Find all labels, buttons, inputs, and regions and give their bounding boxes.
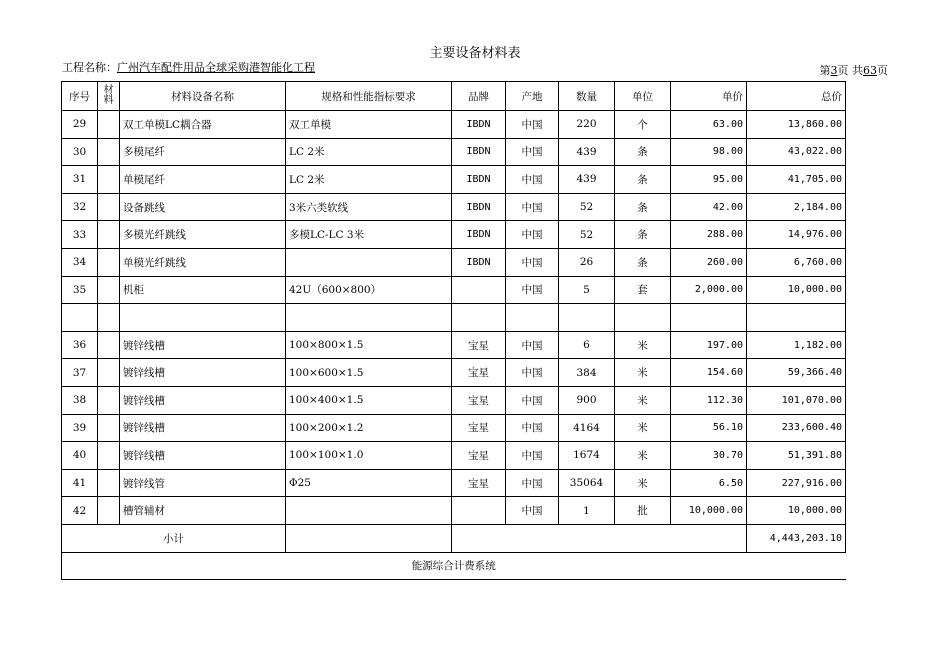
cell-brand bbox=[452, 497, 506, 525]
cell-no: 38 bbox=[62, 386, 98, 414]
cell-price: 260.00 bbox=[671, 248, 747, 276]
cell-name: 双工单模LC耦合器 bbox=[120, 111, 286, 139]
cell-qty: 439 bbox=[559, 166, 615, 194]
cell-total: 1,182.00 bbox=[747, 331, 846, 359]
cell-brand bbox=[452, 304, 506, 332]
cell-name: 镀锌线槽 bbox=[120, 386, 286, 414]
cell-total: 233,600.40 bbox=[747, 414, 846, 442]
table-row bbox=[62, 193, 846, 221]
cell-no: 34 bbox=[62, 248, 98, 276]
cell-name: 镀锌线管 bbox=[120, 469, 286, 497]
subtotal-total: 4,443,203.10 bbox=[747, 524, 846, 552]
cell-unit: 个 bbox=[615, 111, 671, 139]
page-prefix: 第 bbox=[819, 64, 831, 77]
cell-unit: 米 bbox=[615, 414, 671, 442]
cell-name: 多模尾纤 bbox=[120, 138, 286, 166]
header-material bbox=[98, 82, 120, 111]
cell-unit: 条 bbox=[615, 166, 671, 194]
cell-material bbox=[98, 221, 120, 249]
cell-name: 多模光纤跳线 bbox=[120, 221, 286, 249]
cell-no: 35 bbox=[62, 276, 98, 304]
cell-no: 42 bbox=[62, 497, 98, 525]
header-price: 单价 bbox=[671, 82, 747, 111]
cell-name: 单模光纤跳线 bbox=[120, 248, 286, 276]
table-row bbox=[62, 221, 846, 249]
cell-origin: 中国 bbox=[506, 414, 559, 442]
cell-price: 56.10 bbox=[671, 414, 747, 442]
cell-no: 31 bbox=[62, 166, 98, 194]
subtotal-empty bbox=[452, 524, 747, 552]
cell-qty: 5 bbox=[559, 276, 615, 304]
cell-origin: 中国 bbox=[506, 193, 559, 221]
cell-name: 镀锌线槽 bbox=[120, 414, 286, 442]
cell-origin: 中国 bbox=[506, 221, 559, 249]
cell-total: 2,184.00 bbox=[747, 193, 846, 221]
cell-price: 63.00 bbox=[671, 111, 747, 139]
cell-qty: 220 bbox=[559, 111, 615, 139]
cell-name: 单模尾纤 bbox=[120, 166, 286, 194]
cell-brand: 宝星 bbox=[452, 359, 506, 387]
cell-qty: 4164 bbox=[559, 414, 615, 442]
cell-spec: 100×400×1.5 bbox=[286, 386, 452, 414]
cell-brand: 宝星 bbox=[452, 331, 506, 359]
cell-origin: 中国 bbox=[506, 111, 559, 139]
table-row bbox=[62, 442, 846, 470]
cell-origin: 中国 bbox=[506, 331, 559, 359]
cell-total: 10,000.00 bbox=[747, 497, 846, 525]
cell-spec bbox=[286, 497, 452, 525]
cell-name: 机柜 bbox=[120, 276, 286, 304]
cell-origin bbox=[506, 304, 559, 332]
cell-unit: 米 bbox=[615, 359, 671, 387]
cell-origin: 中国 bbox=[506, 386, 559, 414]
page-current: 3 bbox=[830, 64, 838, 77]
header-spec: 规格和性能指标要求 bbox=[286, 82, 452, 111]
cell-spec: 100×100×1.0 bbox=[286, 442, 452, 470]
cell-material bbox=[98, 193, 120, 221]
cell-spec: LC 2米 bbox=[286, 166, 452, 194]
cell-unit: 批 bbox=[615, 497, 671, 525]
cell-material bbox=[98, 497, 120, 525]
cell-brand bbox=[452, 276, 506, 304]
table-row bbox=[62, 276, 846, 304]
cell-brand: IBDN bbox=[452, 138, 506, 166]
cell-price: 112.30 bbox=[671, 386, 747, 414]
cell-qty bbox=[559, 304, 615, 332]
page-mid: 页 共 bbox=[837, 64, 863, 77]
cell-spec: 42U（600×800） bbox=[286, 276, 452, 304]
cell-origin: 中国 bbox=[506, 138, 559, 166]
cell-name: 镀锌线槽 bbox=[120, 442, 286, 470]
cell-price: 98.00 bbox=[671, 138, 747, 166]
cell-unit: 米 bbox=[615, 386, 671, 414]
cell-qty: 1 bbox=[559, 497, 615, 525]
header-qty: 数量 bbox=[559, 82, 615, 111]
cell-no bbox=[62, 304, 98, 332]
cell-name: 镀锌线槽 bbox=[120, 359, 286, 387]
cell-no: 36 bbox=[62, 331, 98, 359]
page-indicator bbox=[820, 62, 889, 78]
cell-name: 设备跳线 bbox=[120, 193, 286, 221]
cell-total: 51,391.80 bbox=[747, 442, 846, 470]
cell-material bbox=[98, 276, 120, 304]
cell-total: 13,860.00 bbox=[747, 111, 846, 139]
cell-no: 39 bbox=[62, 414, 98, 442]
cell-name: 槽管辅材 bbox=[120, 497, 286, 525]
section-title: 能源综合计费系统 bbox=[62, 552, 846, 580]
cell-qty: 35064 bbox=[559, 469, 615, 497]
cell-origin: 中国 bbox=[506, 276, 559, 304]
header-origin: 产地 bbox=[506, 82, 559, 111]
table-row bbox=[62, 414, 846, 442]
cell-price: 95.00 bbox=[671, 166, 747, 194]
cell-spec bbox=[286, 304, 452, 332]
header-no: 序号 bbox=[62, 82, 98, 111]
cell-unit: 条 bbox=[615, 248, 671, 276]
table-row bbox=[62, 386, 846, 414]
cell-spec: 3米六类软线 bbox=[286, 193, 452, 221]
cell-total: 101,070.00 bbox=[747, 386, 846, 414]
table-row bbox=[62, 166, 846, 194]
cell-material bbox=[98, 359, 120, 387]
cell-no: 32 bbox=[62, 193, 98, 221]
cell-origin: 中国 bbox=[506, 497, 559, 525]
cell-total: 14,976.00 bbox=[747, 221, 846, 249]
cell-brand: IBDN bbox=[452, 221, 506, 249]
cell-material bbox=[98, 386, 120, 414]
cell-qty: 52 bbox=[559, 193, 615, 221]
cell-material bbox=[98, 414, 120, 442]
cell-unit: 条 bbox=[615, 221, 671, 249]
cell-material bbox=[98, 304, 120, 332]
cell-spec: 多模LC-LC 3米 bbox=[286, 221, 452, 249]
project-label: 工程名称： bbox=[62, 61, 117, 74]
cell-no: 40 bbox=[62, 442, 98, 470]
page-suffix: 页 bbox=[877, 64, 888, 77]
section-title-row bbox=[62, 552, 846, 580]
cell-total: 227,916.00 bbox=[747, 469, 846, 497]
cell-no: 29 bbox=[62, 111, 98, 139]
cell-spec: 100×200×1.2 bbox=[286, 414, 452, 442]
cell-origin: 中国 bbox=[506, 359, 559, 387]
cell-brand: IBDN bbox=[452, 111, 506, 139]
header-material-text: 材料 bbox=[103, 85, 114, 106]
cell-price bbox=[671, 304, 747, 332]
cell-qty: 6 bbox=[559, 331, 615, 359]
cell-price: 197.00 bbox=[671, 331, 747, 359]
cell-material bbox=[98, 166, 120, 194]
cell-brand: IBDN bbox=[452, 193, 506, 221]
materials-table bbox=[61, 81, 846, 580]
cell-brand: 宝星 bbox=[452, 386, 506, 414]
cell-spec: Φ25 bbox=[286, 469, 452, 497]
cell-price: 42.00 bbox=[671, 193, 747, 221]
cell-name bbox=[120, 304, 286, 332]
table-header-row bbox=[62, 82, 846, 111]
cell-no: 33 bbox=[62, 221, 98, 249]
cell-brand: IBDN bbox=[452, 166, 506, 194]
cell-price: 288.00 bbox=[671, 221, 747, 249]
cell-unit: 米 bbox=[615, 442, 671, 470]
cell-no: 37 bbox=[62, 359, 98, 387]
cell-origin: 中国 bbox=[506, 469, 559, 497]
cell-brand: 宝星 bbox=[452, 414, 506, 442]
table-row bbox=[62, 331, 846, 359]
cell-total: 41,705.00 bbox=[747, 166, 846, 194]
cell-unit: 条 bbox=[615, 138, 671, 166]
table-body bbox=[62, 111, 846, 525]
cell-total: 43,022.00 bbox=[747, 138, 846, 166]
subtotal-empty bbox=[286, 524, 452, 552]
cell-no: 30 bbox=[62, 138, 98, 166]
cell-total: 6,760.00 bbox=[747, 248, 846, 276]
cell-unit: 米 bbox=[615, 331, 671, 359]
table-row bbox=[62, 304, 846, 332]
subtotal-row bbox=[62, 524, 846, 552]
cell-price: 2,000.00 bbox=[671, 276, 747, 304]
cell-price: 10,000.00 bbox=[671, 497, 747, 525]
table-row bbox=[62, 469, 846, 497]
table-row bbox=[62, 111, 846, 139]
cell-total bbox=[747, 304, 846, 332]
cell-spec: 100×800×1.5 bbox=[286, 331, 452, 359]
header-total: 总价 bbox=[747, 82, 846, 111]
cell-qty: 439 bbox=[559, 138, 615, 166]
table-row bbox=[62, 138, 846, 166]
project-name: 广州汽车配件用品全球采购港智能化工程 bbox=[117, 61, 315, 74]
cell-material bbox=[98, 248, 120, 276]
page-total: 63 bbox=[863, 64, 877, 77]
cell-total: 10,000.00 bbox=[747, 276, 846, 304]
cell-qty: 52 bbox=[559, 221, 615, 249]
cell-material bbox=[98, 442, 120, 470]
cell-spec bbox=[286, 248, 452, 276]
project-name-line bbox=[62, 59, 315, 75]
cell-qty: 26 bbox=[559, 248, 615, 276]
document-title: 主要设备材料表 bbox=[429, 46, 521, 61]
cell-unit: 套 bbox=[615, 276, 671, 304]
cell-qty: 900 bbox=[559, 386, 615, 414]
cell-unit: 米 bbox=[615, 469, 671, 497]
cell-unit: 条 bbox=[615, 193, 671, 221]
table-row bbox=[62, 497, 846, 525]
cell-origin: 中国 bbox=[506, 248, 559, 276]
cell-spec: 双工单模 bbox=[286, 111, 452, 139]
header-unit: 单位 bbox=[615, 82, 671, 111]
cell-origin: 中国 bbox=[506, 442, 559, 470]
subtotal-label: 小计 bbox=[62, 524, 286, 552]
cell-spec: 100×600×1.5 bbox=[286, 359, 452, 387]
cell-no: 41 bbox=[62, 469, 98, 497]
header-brand: 品牌 bbox=[452, 82, 506, 111]
cell-material bbox=[98, 331, 120, 359]
cell-material bbox=[98, 138, 120, 166]
cell-brand: IBDN bbox=[452, 248, 506, 276]
cell-total: 59,366.40 bbox=[747, 359, 846, 387]
cell-qty: 384 bbox=[559, 359, 615, 387]
cell-name: 镀锌线槽 bbox=[120, 331, 286, 359]
cell-material bbox=[98, 469, 120, 497]
cell-origin: 中国 bbox=[506, 166, 559, 194]
cell-spec: LC 2米 bbox=[286, 138, 452, 166]
cell-qty: 1674 bbox=[559, 442, 615, 470]
cell-brand: 宝星 bbox=[452, 469, 506, 497]
table-row bbox=[62, 248, 846, 276]
cell-material bbox=[98, 111, 120, 139]
cell-price: 154.60 bbox=[671, 359, 747, 387]
cell-price: 6.50 bbox=[671, 469, 747, 497]
cell-unit bbox=[615, 304, 671, 332]
cell-brand: 宝星 bbox=[452, 442, 506, 470]
cell-price: 30.70 bbox=[671, 442, 747, 470]
table-row bbox=[62, 359, 846, 387]
header-name: 材料设备名称 bbox=[120, 82, 286, 111]
